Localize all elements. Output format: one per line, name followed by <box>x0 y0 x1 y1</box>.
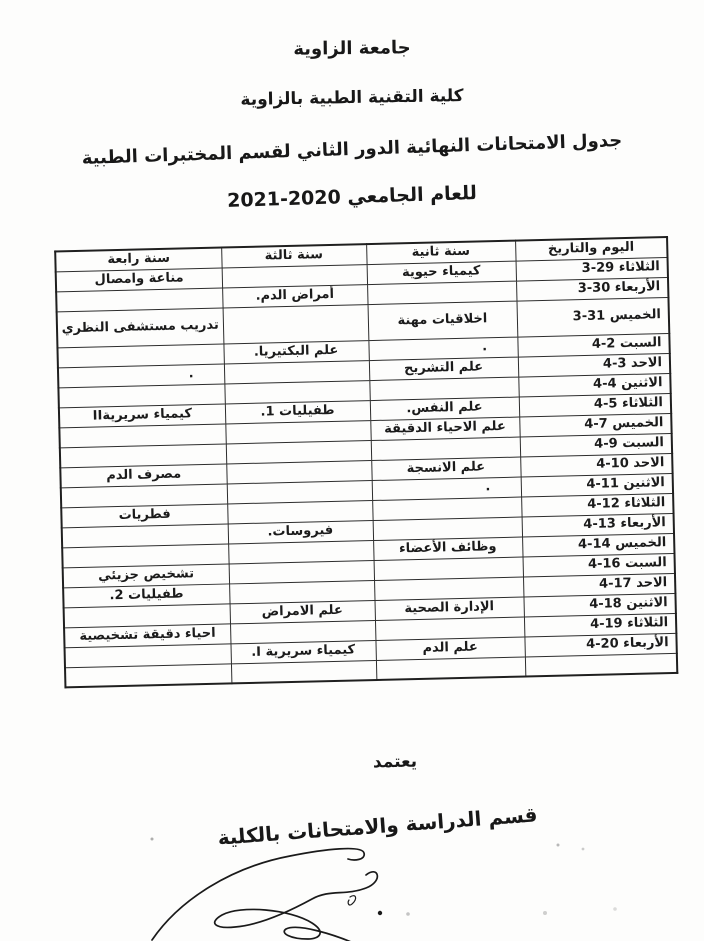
college-title: كلية التقنية الطبية بالزاوية <box>240 86 464 110</box>
year3-subject-cell: فيروسات. <box>228 520 373 543</box>
day-date-cell: السبت 4-9 <box>520 433 672 457</box>
year2-subject-cell: وظائف الأعضاء <box>373 537 522 561</box>
university-title: جامعة الزاوية <box>293 37 411 60</box>
day-date-cell: الاحد 4-10 <box>520 453 672 477</box>
year4-subject-cell: تدريب مستشفى النظري <box>57 308 224 348</box>
year4-subject-cell: فطريات <box>61 503 227 527</box>
year2-subject-cell: اخلاقيات مهنة <box>368 301 518 341</box>
year3-subject-cell <box>231 660 376 683</box>
day-date-cell: الخميس 4-7 <box>519 413 671 437</box>
col-header-day-date: اليوم والتاريخ <box>515 237 667 261</box>
day-date-cell: الاحد 4-17 <box>523 573 675 597</box>
day-date-cell: الخميس 4-14 <box>522 533 674 557</box>
col-header-year3: سنة ثالثة <box>221 244 366 267</box>
day-date-cell: الاثنين 4-11 <box>521 473 673 497</box>
year4-subject-cell <box>65 663 231 687</box>
year3-subject-cell: كيمياء سريرية I. <box>230 640 375 663</box>
day-date-cell: السبت 4-2 <box>517 333 669 357</box>
year2-subject-cell: . <box>372 477 521 501</box>
year2-subject-cell: علم الانسجة <box>371 457 520 481</box>
col-header-year4: سنة رابعة <box>55 248 221 272</box>
year4-subject-cell: مناعة وامصال <box>56 268 222 292</box>
year2-subject-cell: علم التشريح <box>369 357 518 381</box>
year2-subject-cell: علم النفس. <box>370 397 519 421</box>
scan-ink-specks <box>151 838 617 916</box>
day-date-cell: الاحد 4-3 <box>518 353 670 377</box>
year4-subject-cell: مصرف الدم <box>60 463 226 487</box>
day-date-cell: الاثنين 4-4 <box>518 373 670 397</box>
year3-subject-cell <box>223 304 369 343</box>
year3-subject-cell: طفيليات 1. <box>225 400 370 423</box>
year2-subject-cell <box>376 656 525 680</box>
day-date-cell: الخميس 3-31 <box>516 297 669 337</box>
year4-subject-cell: كيمياء سريريةII <box>59 403 225 427</box>
handwritten-signature-scribble <box>140 833 650 941</box>
day-date-cell: الثلاثاء 4-19 <box>524 613 676 637</box>
year4-subject-cell: احياء دقيقة تشخيصية <box>64 623 230 647</box>
day-date-cell: الأربعاء 4-13 <box>522 513 674 537</box>
day-date-cell: السبت 4-16 <box>523 553 675 577</box>
year2-subject-cell: علم الدم <box>375 636 524 660</box>
year4-subject-cell: تشخيص جزيئي <box>63 563 229 587</box>
department-signature-line: قسم الدراسة والامتحانات بالكلية <box>216 802 539 850</box>
year2-subject-cell: علم الاحياء الدقيقة <box>370 417 519 441</box>
year2-subject-cell: الإدارة الصحية <box>374 597 523 621</box>
day-date-cell: الأربعاء 4-20 <box>524 633 676 657</box>
day-date-cell: الثلاثاء 3-29 <box>516 257 668 281</box>
day-date-cell: الأربعاء 3-30 <box>516 277 668 301</box>
year2-subject-cell: . <box>368 337 517 361</box>
year3-subject-cell: علم البكتيريا. <box>223 340 368 363</box>
day-date-cell: الاثنين 4-18 <box>523 593 675 617</box>
schedule-title: جدول الامتحانات النهائية الدور الثاني لقسم المختبرات الطبية <box>81 130 623 169</box>
col-header-year2: سنة ثانية <box>366 241 515 265</box>
approval-label: يعتمد <box>372 751 418 773</box>
academic-year-value: 2021-2020 <box>226 186 342 212</box>
day-date-cell: الثلاثاء 4-5 <box>519 393 671 417</box>
day-date-cell: الثلاثاء 4-12 <box>521 493 673 517</box>
year2-subject-cell: كيمياء حيوية <box>367 261 516 285</box>
year4-subject-cell: طفيليات 2. <box>63 583 229 607</box>
academic-year-label: للعام الجامعي <box>347 182 478 209</box>
year3-subject-cell: علم الامراض <box>230 600 375 623</box>
exam-schedule-table <box>54 236 678 688</box>
schedule-table-body <box>56 257 678 687</box>
academic-year-line <box>0 175 704 219</box>
year4-subject-cell: . <box>58 363 224 387</box>
day-date-cell <box>525 653 677 677</box>
year3-subject-cell: أمراض الدم. <box>222 284 367 307</box>
